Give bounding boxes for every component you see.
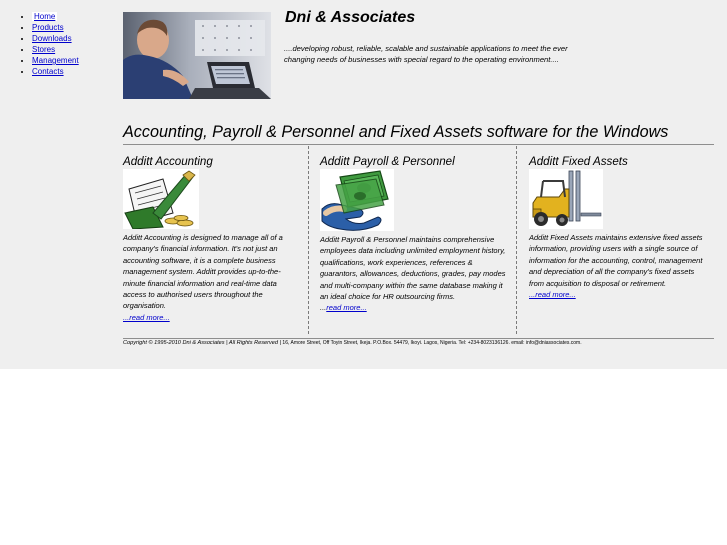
product-title: Additt Fixed Assets [529, 155, 628, 168]
tagline: ....developing robust, reliable, scalable and sustainable applications to meet the ever changing needs of businesses with special regard to the operating environment.... [284, 44, 568, 64]
read-more-link[interactable]: ...read more... [123, 312, 170, 322]
product-description: Additt Fixed Assets maintains extensive fixed assets information, providing users with a single source of information for the accounting, control, management and depreciation of all the company's fixed assets from acquisition to disposal or retirement. [529, 233, 703, 288]
read-more-link[interactable]: read more... [326, 303, 367, 313]
product-description: Additt Accounting is designed to manage all of a company's financial information. It's not just an accounting software, it is a complete business management system. Additt provides up-to-the-minute financial information and real-time data access to authorised users throughout the organisation. [123, 233, 283, 311]
page-headline: Accounting, Payroll & Personnel and Fixed Assets software for the Windows [123, 123, 669, 141]
read-more-link[interactable]: ...read more... [529, 290, 576, 300]
read-more-line [529, 289, 709, 300]
product-accounting [123, 154, 301, 323]
headline-divider [123, 144, 714, 145]
quill-and-coins-icon [123, 169, 199, 229]
read-more-prefix: ... [320, 303, 327, 313]
nav-link-products[interactable]: Products [32, 23, 64, 32]
read-more-line [123, 312, 301, 323]
nav-item-stores [32, 44, 79, 55]
nav-link-contacts[interactable]: Contacts [32, 67, 64, 76]
nav-link-management[interactable]: Management [32, 56, 79, 65]
nav-item-products [32, 22, 79, 33]
read-more-line [320, 302, 506, 313]
product-title: Additt Accounting [123, 155, 213, 168]
hand-with-money-icon [320, 169, 394, 231]
column-divider [308, 146, 309, 334]
company-name: Dni & Associates [285, 9, 416, 26]
hero-photo [123, 12, 271, 99]
forklift-icon [529, 169, 603, 229]
contact-address: 16, Amore Street, Off Toyin Street, Ikeja. P.O.Box. 54479, Ikoyi. Lagos, Nigeria. Tel: +234-8023136126. email: info@dniassociates.com. [281, 340, 582, 346]
nav-item-contacts [32, 66, 79, 77]
nav-link-downloads[interactable]: Downloads [32, 34, 72, 43]
nav-item-management [32, 55, 79, 66]
nav-link-home[interactable]: Home [34, 12, 56, 21]
main-nav [19, 11, 79, 77]
nav-item-downloads [32, 33, 79, 44]
column-divider [516, 146, 517, 334]
copyright-text: Copyright © 1995-2010 Dni & Associates | All Rights Reserved | [123, 340, 282, 346]
product-description: Additt Payroll & Personnel maintains comprehensive employees data including unlimited employment history, qualifications, work experiences, references & guarantors, allowances, deductions, grades, pay modes and multi-company within the same database making it an ideal choice for HR outsourcing firms. [320, 235, 506, 302]
product-title: Additt Payroll & Personnel [320, 155, 455, 168]
nav-link-stores[interactable]: Stores [32, 45, 56, 54]
footer [123, 340, 582, 346]
product-payroll [320, 154, 506, 313]
footer-divider [123, 338, 714, 339]
nav-item-home [32, 11, 79, 22]
product-fixed-assets [529, 154, 709, 300]
man-at-laptop-image [123, 12, 271, 99]
